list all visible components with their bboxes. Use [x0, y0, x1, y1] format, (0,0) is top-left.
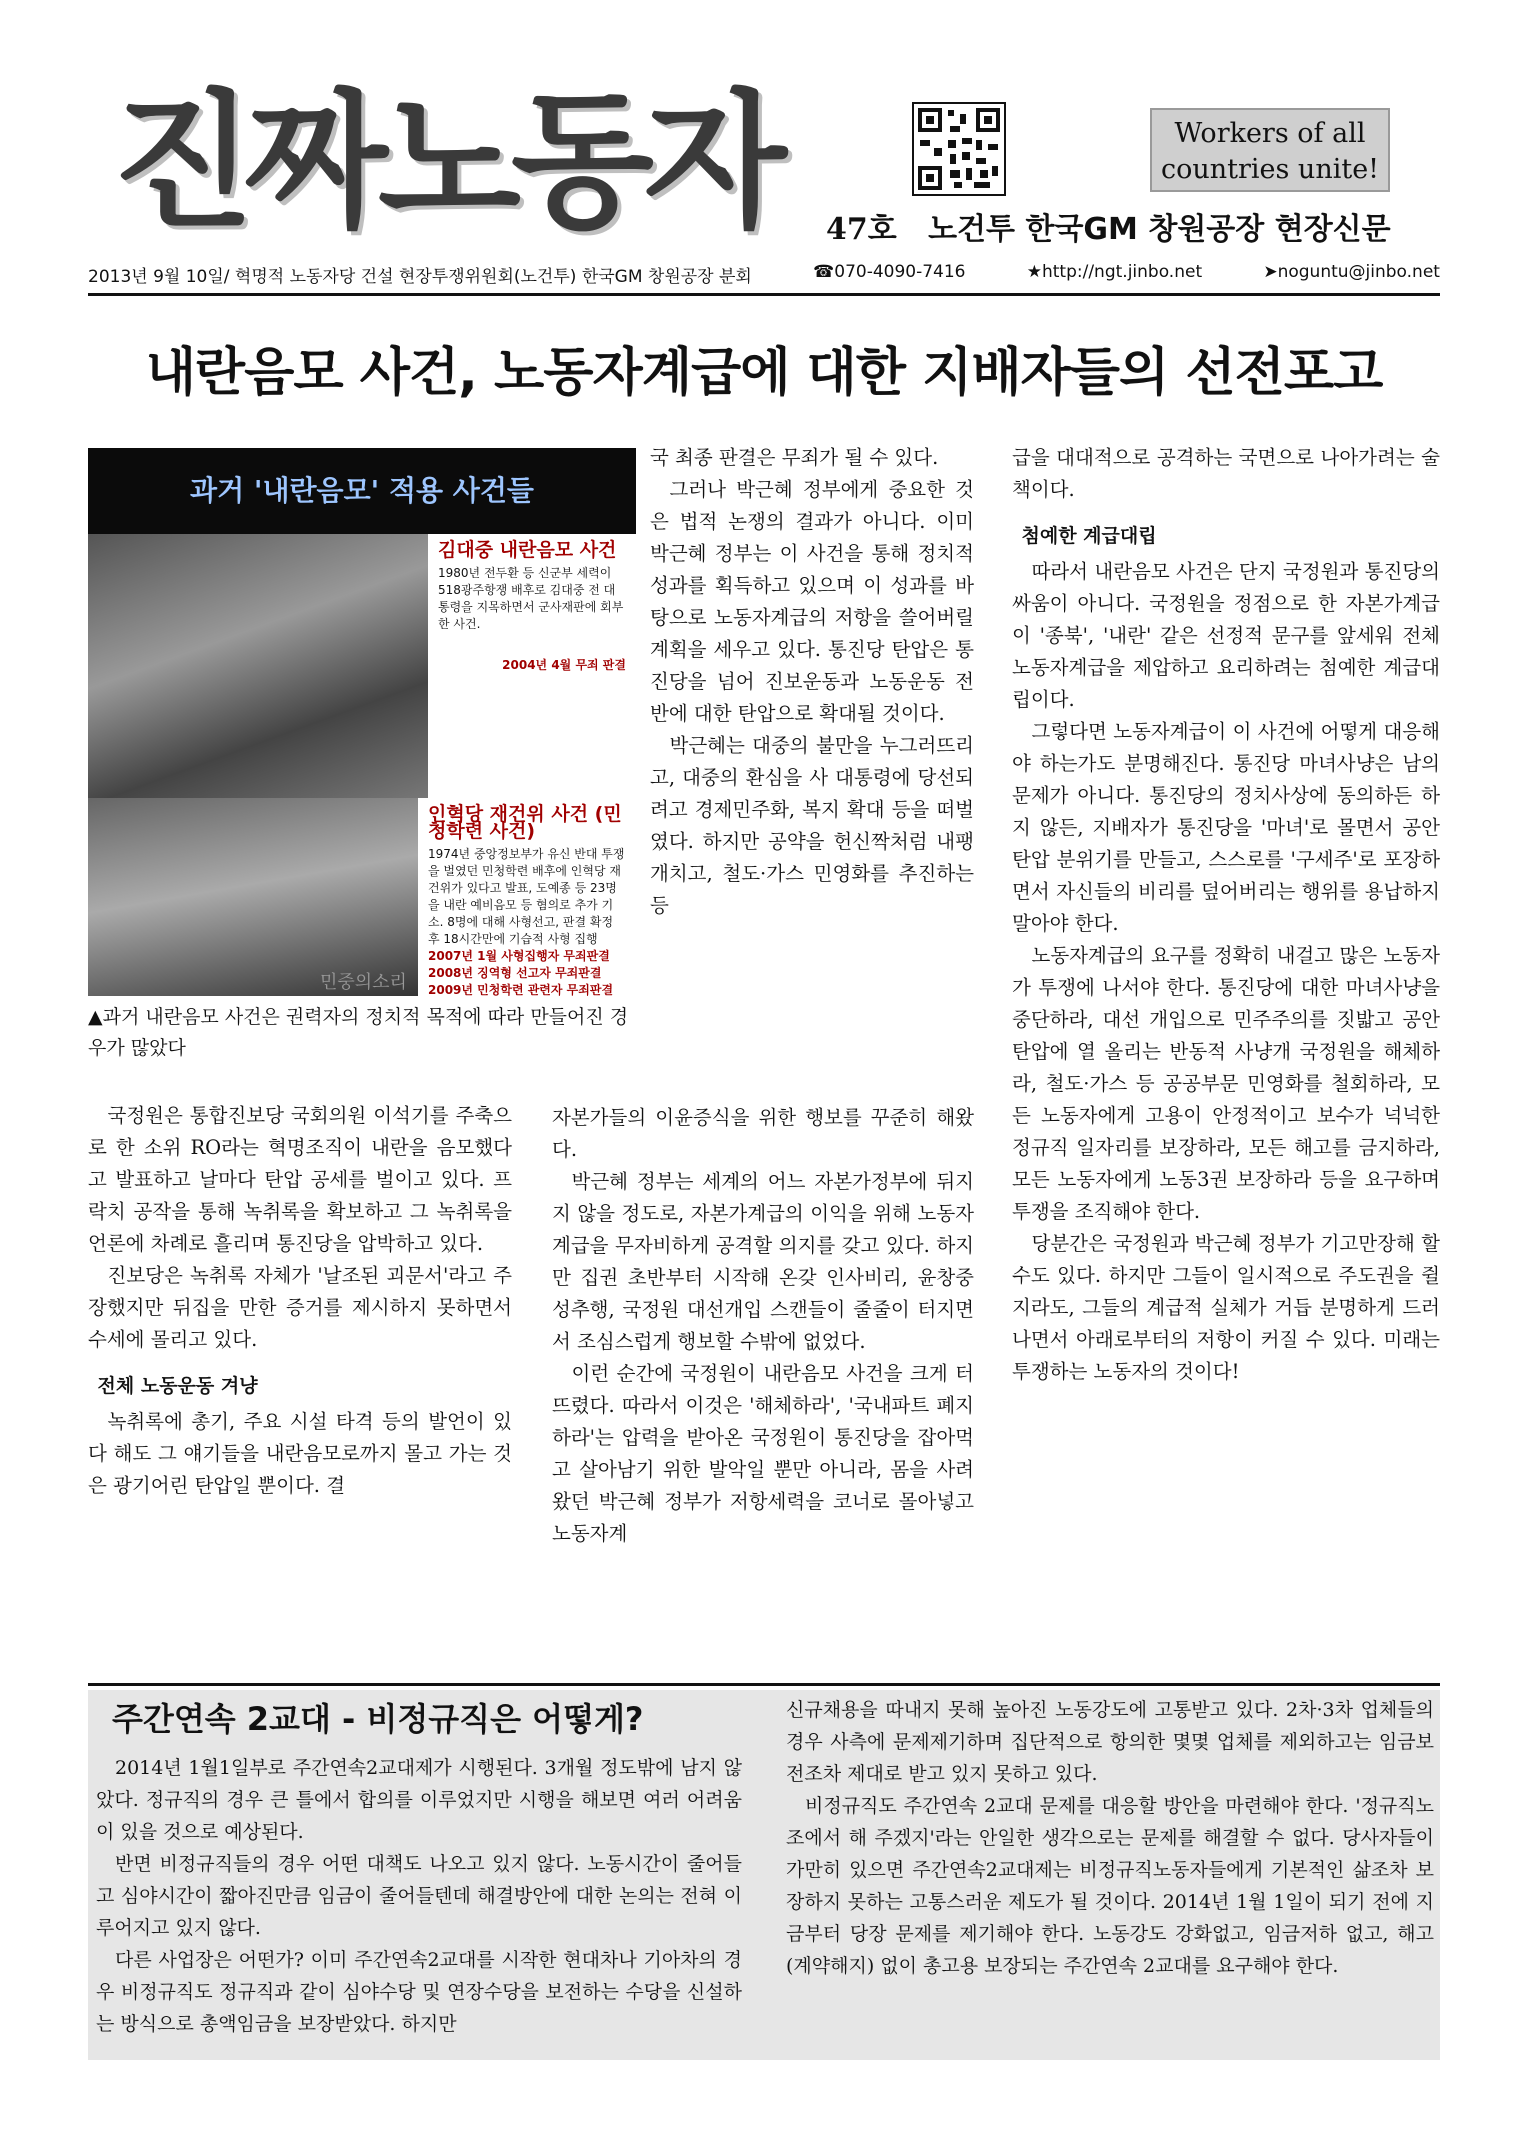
subheading: 첨예한 계급대립 — [1021, 525, 1157, 547]
paragraph: 신규채용을 따내지 못해 높아진 노동강도에 고통받고 있다. 2차·3차 업체들의 경우 사측에 문제제기하며 집단적으로 항의한 몇몇 업체를 제외하고는 임금보전조차 제대로 받고 있지 못하고 있다. — [786, 1699, 1434, 1785]
website-link[interactable]: ★http://ngt.jinbo.net — [1026, 262, 1203, 282]
news-photo — [88, 448, 636, 996]
paragraph: 국정원은 통합진보당 국회의원 이석기를 주축으로 한 소위 RO라는 혁명조직이 내란을 음모했다고 발표하고 날마다 탄압 공세를 벌이고 있다. 프락치 공작을 통해 녹취록을 확보하고 그 녹취록을 언론에 차례로 흘리며 통진당을 압박하고 있다. — [88, 1104, 512, 1255]
masthead-title: 진짜노동자 — [112, 76, 777, 248]
publication-date-org: 2013년 9월 10일/ 혁명적 노동자당 건설 현장투쟁위원회(노건투) 한국GM 창원공장 분회 — [88, 267, 752, 287]
paragraph: 그렇다면 노동자계급이 이 사건에 어떻게 대응해야 하는가도 분명해진다. 통진당 마녀사냥은 남의 문제가 아니다. 통진당의 정치사상에 동의하든 하지 않든, 지배자가 통진당을 '마녀'로 몰면서 공안탄압 분위기를 만들고, 스스로를 '구세주'로 포장하면서 자신들의 비리를 덮어버리는 행위를 용납하지 말아야 한다. — [1012, 720, 1440, 935]
article-column-3 — [1012, 442, 1440, 1388]
issue-description: 노건투 한국GM 창원공장 현장신문 — [928, 212, 1391, 247]
photo-caption: ▲과거 내란음모 사건은 권력자의 정치적 목적에 따라 만들어진 경우가 많았다 — [88, 1006, 629, 1059]
qr-code-icon — [912, 102, 1006, 196]
paragraph: 이런 순간에 국정원이 내란음모 사건을 크게 터뜨렸다. 따라서 이것은 '해체하라', '국내파트 폐지하라'는 압력을 받아온 국정원이 통진당을 잡아먹고 살아남기 위한 발악일 뿐만 아니라, 몸을 사려왔던 박근혜 정부가 저항세력을 코너로 몰아넣고 노동자계 — [552, 1362, 974, 1545]
case-1-title: 김대중 내란음모 사건 — [438, 539, 617, 561]
trial-photo-2 — [88, 798, 418, 996]
case-2-result-3: 2009년 민청학련 관련자 무죄판결 — [428, 983, 614, 996]
slogan-box — [1150, 108, 1390, 192]
main-headline: 내란음모 사건, 노동자계급에 대한 지배자들의 선전포고 — [145, 343, 1383, 403]
paragraph: 급을 대대적으로 공격하는 국면으로 나아가려는 술책이다. — [1012, 446, 1440, 501]
case-1-text: 1980년 전두환 등 신군부 세력이 518광주항쟁 배후로 김대중 전 대통령을 지목하면서 군사재판에 회부한 사건. — [438, 566, 624, 631]
article-column-2-top — [650, 442, 974, 922]
trial-photo-1 — [88, 534, 428, 798]
paragraph: 비정규직도 주간연속 2교대 문제를 대응할 방안을 마련해야 한다. '정규직노조에서 해 주겠지'라는 안일한 생각으로는 문제를 해결할 수 없다. 당사자들이 가만히 있으면 주간연속2교대제는 비정규직노동자들에게 기본적인 삶조차 보장하지 못하는 고통스러운 제도가 될 것이다. 2014년 1월 1일이 되기 전에 지금부터 당장 문제를 제기해야 한다. 노동강도 강화없고, 임금저하 없고, 해고(계약해지) 없이 총고용 보장되는 주간연속 2교대를 요구해야 한다. — [786, 1795, 1434, 1977]
slogan-line-2: countries unite! — [1160, 154, 1380, 185]
case-2-text: 1974년 중앙정보부가 유신 반대 투쟁을 벌였던 민청학련 배후에 인혁당 재건위가 있다고 발표, 도예종 등 23명을 내란 예비음모 등 혐의로 추가 기소. 8명에 대해 사형선고, 판결 확정 후 18시간만에 기습적 사형 집행 — [428, 847, 625, 946]
case-2-title: 인혁당 재건위 사건 (민청학련 사건) — [428, 803, 622, 842]
case-1-box — [428, 534, 636, 798]
paragraph: 그러나 박근혜 정부에게 중요한 것은 법적 논쟁의 결과가 아니다. 이미 박근혜 정부는 이 사건을 통해 정치적 성과를 획득하고 있으며 이 성과를 바탕으로 노동자계급의 저항을 쓸어버릴 계획을 세우고 있다. 통진당 탄압은 통진당을 넘어 진보운동과 노동운동 전반에 대한 탄압으로 확대될 것이다. — [650, 478, 974, 725]
phone-number: ☎070-4090-7416 — [813, 262, 966, 282]
case-2-result-1: 2007년 1월 사형집행자 무죄판결 — [428, 949, 610, 963]
issue-number: 47호 — [826, 212, 897, 247]
photo-title: 과거 '내란음모' 적용 사건들 — [88, 448, 636, 534]
case-1-result: 2004년 4월 무죄 판결 — [502, 658, 626, 672]
info-bar — [88, 262, 1440, 296]
bottom-column-2 — [786, 1694, 1434, 1982]
paragraph: 녹취록에 총기, 주요 시설 타격 등의 발언이 있다 해도 그 얘기들을 내란음모로까지 몰고 가는 것은 광기어린 탄압일 뿐이다. 결 — [88, 1410, 512, 1497]
article-column-1 — [88, 1100, 512, 1502]
bottom-column-1 — [96, 1752, 742, 2040]
paragraph: 진보당은 녹취록 자체가 '날조된 괴문서'라고 주장했지만 뒤집을 만한 증거를 제시하지 못하면서 수세에 몰리고 있다. — [88, 1264, 512, 1351]
paragraph: 다른 사업장은 어떤가? 이미 주간연속2교대를 시작한 현대차나 기아차의 경우 비정규직도 정규직과 같이 심야수당 및 연장수당을 보전하는 수당을 신설하는 방식으로 총액임금을 보장받았다. 하지만 — [96, 1949, 742, 2035]
case-2-result-2: 2008년 징역형 선고자 무죄판결 — [428, 966, 602, 980]
paragraph: 박근혜는 대중의 불만을 누그러뜨리고, 대중의 환심을 사 대통령에 당선되려고 경제민주화, 복지 확대 등을 떠벌였다. 하지만 공약을 헌신짝처럼 내팽개치고, 철도·가스 민영화를 추진하는 등 — [650, 734, 974, 917]
paragraph: 반면 비정규직들의 경우 어떤 대책도 나오고 있지 않다. 노동시간이 줄어들고 심야시간이 짧아진만큼 임금이 줄어들텐데 해결방안에 대한 논의는 전혀 이루어지고 있지 않다. — [96, 1853, 742, 1939]
paragraph: 국 최종 판결은 무죄가 될 수 있다. — [650, 446, 939, 469]
issue-line — [826, 204, 1391, 248]
paragraph: 당분간은 국정원과 박근혜 정부가 기고만장해 할 수도 있다. 하지만 그들이 일시적으로 주도권을 쥘지라도, 그들의 계급적 실체가 거듭 분명하게 드러나면서 아래로부터의 저항이 커질 수 있다. 미래는 투쟁하는 노동자의 것이다! — [1012, 1232, 1440, 1383]
case-2-box — [418, 798, 636, 996]
paragraph: 박근혜 정부는 세계의 어느 자본가정부에 뒤지지 않을 정도로, 자본가계급의 이익을 위해 노동자계급을 무자비하게 공격할 의지를 갖고 있다. 하지만 집권 초반부터 시작해 온갖 인사비리, 윤창중 성추행, 국정원 대선개입 스캔들이 줄줄이 터지면서 조심스럽게 행보할 수밖에 없었다. — [552, 1170, 974, 1353]
paragraph: 따라서 내란음모 사건은 단지 국정원과 통진당의 싸움이 아니다. 국정원을 정점으로 한 자본가계급이 '종북', '내란' 같은 선정적 문구를 앞세워 전체 노동자계급을 제압하고 요리하려는 첨예한 계급대립이다. — [1012, 560, 1440, 711]
bottom-article-title: 주간연속 2교대 - 비정규직은 어떻게? — [112, 1700, 644, 1738]
article-column-2-bottom — [552, 1102, 974, 1550]
subheading: 전체 노동운동 겨냥 — [97, 1375, 258, 1397]
section-divider — [88, 1683, 1440, 1686]
paragraph: 2014년 1월1일부로 주간연속2교대제가 시행된다. 3개월 정도밖에 남지 않았다. 정규직의 경우 큰 틀에서 합의를 이루었지만 시행을 해보면 여러 어려움이 있을 것으로 예상된다. — [96, 1757, 742, 1843]
paragraph: 노동자계급의 요구를 정확히 내걸고 많은 노동자가 투쟁에 나서야 한다. 통진당에 대한 마녀사냥을 중단하라, 대선 개입으로 민주주의를 짓밟고 공안탄압에 열 올리는 반동적 사냥개 국정원을 해체하라, 철도·가스 등 공공부문 민영화를 철회하라, 모든 노동자에게 고용이 안정적이고 보수가 넉넉한 정규직 일자리를 보장하라, 모든 해고를 금지하라, 모든 노동자에게 노동3권 보장하라 등을 요구하며 투쟁을 조직해야 한다. — [1012, 944, 1440, 1223]
slogan-line-1: Workers of all — [1174, 118, 1366, 149]
email-link[interactable]: ➤noguntu@jinbo.net — [1263, 262, 1440, 282]
paragraph: 자본가들의 이윤증식을 위한 행보를 꾸준히 해왔다. — [552, 1106, 974, 1161]
photo-watermark: 민중의소리 — [320, 972, 407, 993]
